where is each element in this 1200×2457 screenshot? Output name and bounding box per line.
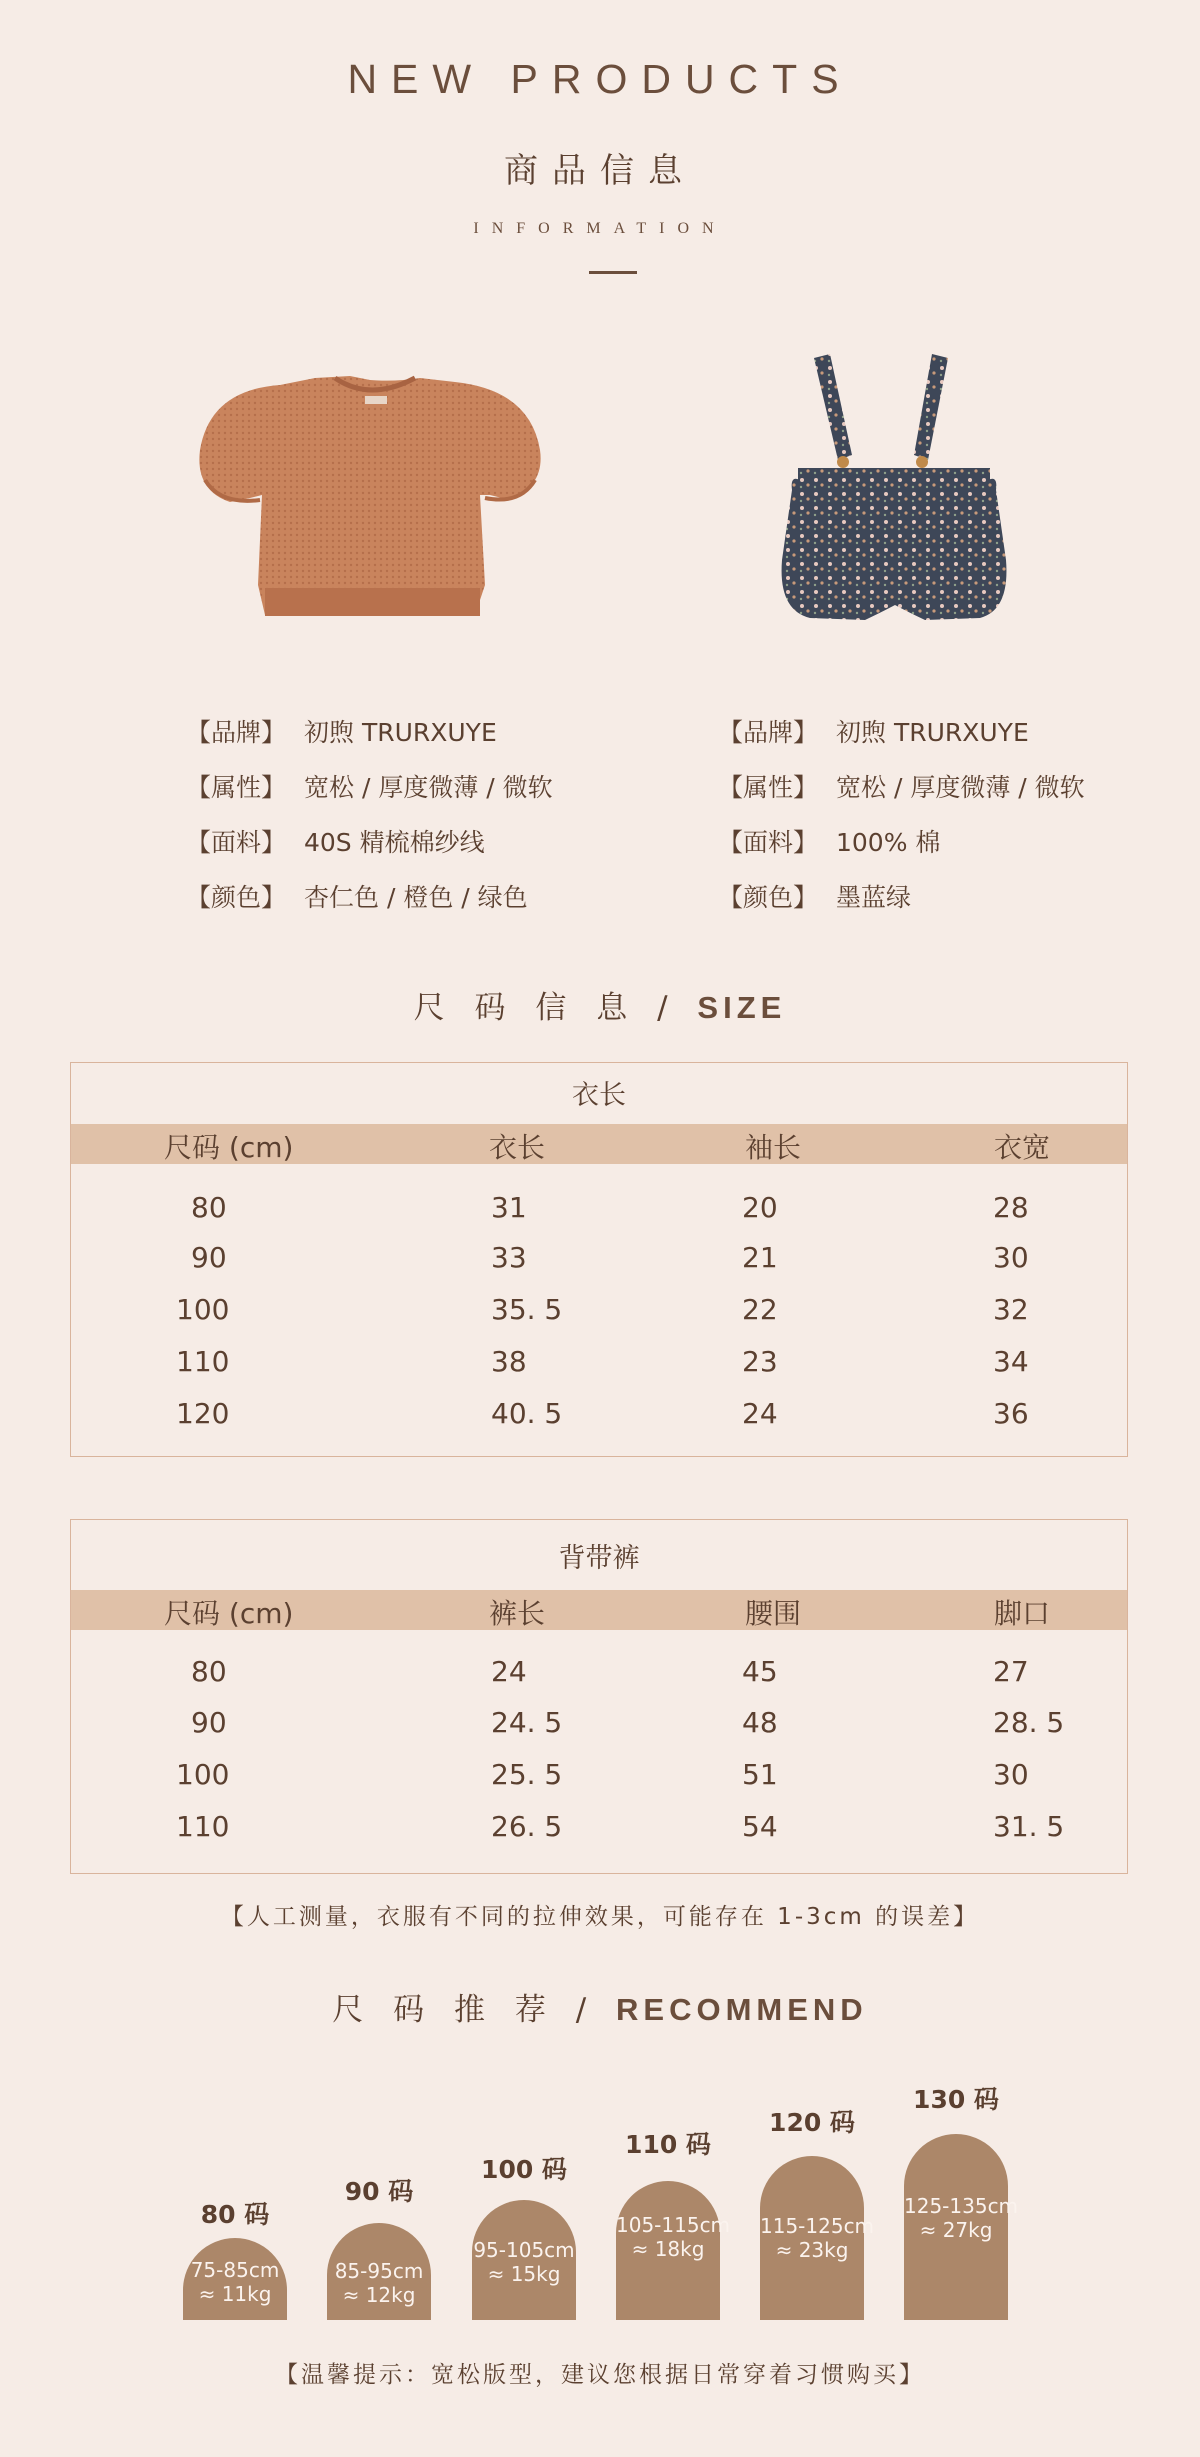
info-row [186, 870, 553, 925]
size-arch [183, 2238, 287, 2320]
recommend-title-en: RECOMMEND [616, 1992, 868, 2027]
size-recommend-110 [616, 2125, 731, 2320]
table-cell: 40. 5 [491, 1397, 563, 1430]
info-key: 【颜色】 [186, 883, 287, 912]
product-image-suspender-bloomers [770, 350, 1020, 640]
weight-approx: ≈ 15kg [487, 2262, 561, 2286]
table-cell: 120 [176, 1397, 230, 1430]
size-label: 120 码 [769, 2108, 855, 2137]
size-arch [472, 2200, 576, 2320]
height-range: 115-125cm [760, 2214, 875, 2238]
table-cell: 22 [742, 1293, 778, 1326]
size-arch [904, 2134, 1019, 2320]
size-table-top [70, 1062, 1128, 1457]
table-header: 尺码 (cm) [164, 1597, 294, 1630]
table-cell: 80 [191, 1655, 227, 1688]
info-key: 【颜色】 [718, 883, 819, 912]
table-cell: 80 [191, 1191, 227, 1224]
table-caption: 衣长 [572, 1080, 626, 1111]
table-header: 衣宽 [994, 1131, 1051, 1164]
height-range: 75-85cm [190, 2258, 280, 2282]
table-cell: 30 [993, 1241, 1029, 1274]
info-key: 【属性】 [718, 773, 819, 802]
table-cell: 45 [742, 1655, 778, 1688]
size-arch [760, 2156, 875, 2320]
subtitle-information: INFORMATION [473, 220, 727, 237]
table-header: 脚口 [994, 1597, 1051, 1630]
info-key: 【面料】 [718, 828, 819, 857]
info-row [718, 870, 1085, 925]
info-key: 【面料】 [186, 828, 287, 857]
product-info-left [186, 705, 553, 925]
height-range: 95-105cm [473, 2238, 575, 2262]
info-value: 初煦 TRURXUYE [304, 718, 497, 747]
size-arch [327, 2223, 431, 2320]
info-key: 【属性】 [186, 773, 287, 802]
table-header: 袖长 [745, 1131, 802, 1164]
fit-tip: 【温馨提示：宽松版型，建议您根据日常穿着习惯购买】 [275, 2362, 925, 2388]
weight-approx: ≈ 18kg [631, 2237, 705, 2261]
size-recommend-120 [760, 2103, 875, 2320]
table-cell: 24 [742, 1397, 778, 1430]
table-cell: 110 [176, 1810, 230, 1843]
info-value: 宽松 / 厚度微薄 / 微软 [304, 773, 553, 802]
table-header: 尺码 (cm) [164, 1131, 294, 1164]
table-cell: 100 [176, 1293, 230, 1326]
info-row [186, 815, 553, 870]
info-row [186, 760, 553, 815]
table-cell: 48 [742, 1706, 778, 1739]
table-cell: 34 [993, 1345, 1029, 1378]
size-recommend-130 [904, 2080, 1019, 2320]
weight-approx: ≈ 11kg [198, 2282, 272, 2306]
table-cell: 24. 5 [491, 1706, 563, 1739]
table-cell: 26. 5 [491, 1810, 563, 1843]
size-label: 80 码 [200, 2200, 270, 2229]
table-cell: 32 [993, 1293, 1029, 1326]
recommend-title-cn: 尺 码 推 荐 / [332, 1992, 597, 2028]
info-value: 杏仁色 / 橙色 / 绿色 [304, 883, 528, 912]
size-recommend-90 [327, 2172, 431, 2320]
table-cell: 28. 5 [993, 1706, 1065, 1739]
size-label: 130 码 [913, 2085, 999, 2114]
table-cell: 31. 5 [993, 1810, 1065, 1843]
measurement-note: 【人工测量，衣服有不同的拉伸效果，可能存在 1-3cm 的误差】 [220, 1904, 980, 1930]
table-cell: 100 [176, 1758, 230, 1791]
table-cell: 23 [742, 1345, 778, 1378]
product-image-knit-top [180, 370, 560, 630]
info-value: 宽松 / 厚度微薄 / 微软 [836, 773, 1085, 802]
table-cell: 51 [742, 1758, 778, 1791]
table-cell: 25. 5 [491, 1758, 563, 1791]
title-new-products: NEW PRODUCTS [347, 56, 853, 102]
table-caption: 背带裤 [558, 1543, 640, 1574]
weight-approx: ≈ 23kg [775, 2238, 849, 2262]
info-row [718, 760, 1085, 815]
info-value: 40S 精梳棉纱线 [304, 828, 485, 857]
info-key: 【品牌】 [186, 718, 287, 747]
size-arch [616, 2181, 731, 2320]
product-info-right [718, 705, 1085, 925]
info-row [186, 705, 553, 760]
table-header: 腰围 [745, 1597, 802, 1630]
weight-approx: ≈ 12kg [342, 2283, 416, 2307]
size-title-cn: 尺 码 信 息 / [413, 990, 678, 1026]
table-header: 裤长 [489, 1597, 546, 1630]
divider [589, 271, 637, 274]
table-cell: 27 [993, 1655, 1029, 1688]
title-product-info: 商品信息 [504, 151, 696, 191]
table-cell: 54 [742, 1810, 778, 1843]
table-cell: 31 [491, 1191, 527, 1224]
height-range: 125-135cm [904, 2194, 1019, 2218]
table-cell: 90 [191, 1241, 227, 1274]
info-value: 100% 棉 [836, 828, 941, 857]
height-range: 85-95cm [334, 2259, 424, 2283]
size-label: 110 码 [625, 2130, 711, 2159]
info-row [718, 705, 1085, 760]
size-table-bottom [70, 1519, 1128, 1874]
height-range: 105-115cm [616, 2213, 731, 2237]
info-value: 墨蓝绿 [836, 883, 912, 912]
info-key: 【品牌】 [718, 718, 819, 747]
size-recommend-80 [183, 2195, 287, 2320]
table-cell: 24 [491, 1655, 527, 1688]
table-cell: 90 [191, 1706, 227, 1739]
weight-approx: ≈ 27kg [919, 2218, 993, 2242]
table-cell: 33 [491, 1241, 527, 1274]
table-cell: 21 [742, 1241, 778, 1274]
size-label: 90 码 [344, 2177, 414, 2206]
table-cell: 110 [176, 1345, 230, 1378]
info-value: 初煦 TRURXUYE [836, 718, 1029, 747]
table-cell: 38 [491, 1345, 527, 1378]
size-recommend-100 [472, 2150, 576, 2320]
size-title-en: SIZE [697, 990, 787, 1025]
table-cell: 30 [993, 1758, 1029, 1791]
table-cell: 28 [993, 1191, 1029, 1224]
table-cell: 35. 5 [491, 1293, 563, 1326]
info-row [718, 815, 1085, 870]
table-cell: 20 [742, 1191, 778, 1224]
table-header: 衣长 [489, 1131, 546, 1164]
recommend-section-title [0, 1984, 1200, 2029]
table-cell: 36 [993, 1397, 1029, 1430]
size-label: 100 码 [481, 2155, 567, 2184]
size-section-title [0, 982, 1200, 1027]
